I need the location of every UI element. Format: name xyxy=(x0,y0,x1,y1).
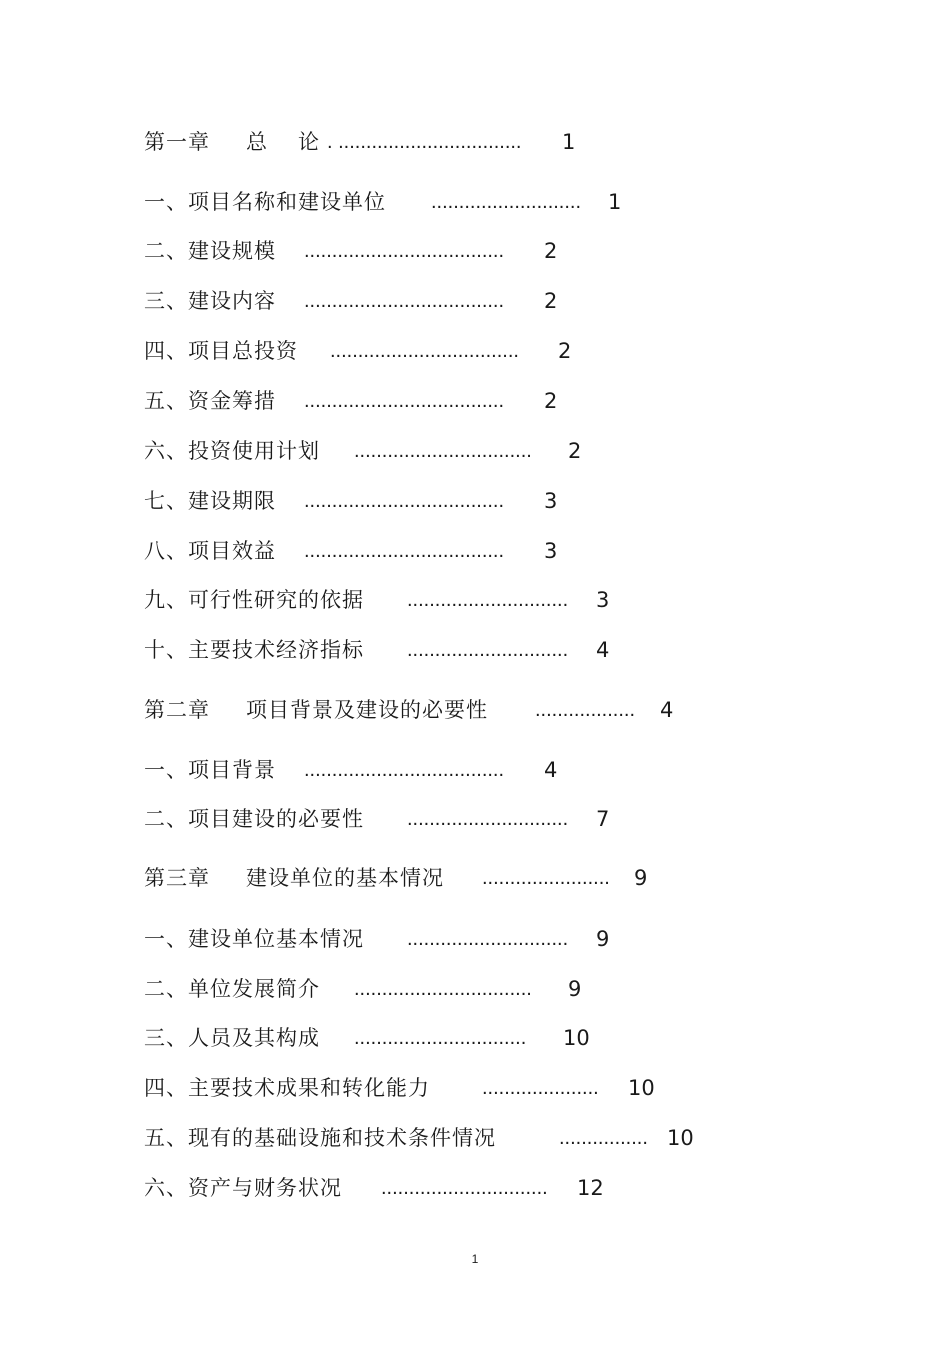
toc-entry-label: 五、资金筹措 xyxy=(144,389,276,413)
toc-leader-dots: ............................... xyxy=(354,1027,527,1049)
toc-leader-dots: ................................ xyxy=(354,440,532,462)
toc-entry-label: 十、主要技术经济指标 xyxy=(144,638,364,662)
toc-entry-page: 4 xyxy=(596,638,610,662)
toc-entry-page: 2 xyxy=(558,339,572,363)
toc-entry-label: 第三章 xyxy=(144,866,210,890)
toc-entry-page: 10 xyxy=(667,1126,694,1150)
toc-entry-page: 3 xyxy=(544,489,558,513)
toc-entry-page: 3 xyxy=(596,588,610,612)
toc-entry-page: 1 xyxy=(608,190,622,214)
toc-leader-dots: ............................. xyxy=(407,589,569,611)
toc-entry-page: 4 xyxy=(544,758,558,782)
toc-entry-page: 9 xyxy=(596,927,610,951)
toc-entry-label-part2: 总 xyxy=(246,130,268,154)
toc-leader-dots: . ................................. xyxy=(327,131,522,153)
toc-entry-label: 一、项目名称和建设单位 xyxy=(144,190,386,214)
toc-entry-label: 第一章 xyxy=(144,130,210,154)
toc-leader-dots: ............................. xyxy=(407,639,569,661)
toc-entry-page: 10 xyxy=(628,1076,655,1100)
toc-leader-dots: ................ xyxy=(559,1127,648,1149)
toc-entry-label: 一、项目背景 xyxy=(144,758,276,782)
toc-entry-label: 二、单位发展简介 xyxy=(144,977,320,1001)
toc-entry-label: 八、项目效益 xyxy=(144,539,276,563)
toc-entry-label: 六、资产与财务状况 xyxy=(144,1176,342,1200)
toc-entry-page: 2 xyxy=(544,289,558,313)
toc-entry-label-part2: 项目背景及建设的必要性 xyxy=(246,698,488,722)
toc-entry-label: 三、建设内容 xyxy=(144,289,276,313)
toc-entry-page: 2 xyxy=(544,389,558,413)
toc-leader-dots: .................................... xyxy=(304,759,505,781)
toc-leader-dots: .................. xyxy=(535,699,636,721)
toc-entry-page: 2 xyxy=(544,239,558,263)
toc-entry-label: 七、建设期限 xyxy=(144,489,276,513)
toc-entry-label: 三、人员及其构成 xyxy=(144,1026,320,1050)
toc-leader-dots: ............................. xyxy=(407,928,569,950)
toc-leader-dots: ........................... xyxy=(431,191,582,213)
toc-entry-label: 六、投资使用计划 xyxy=(144,439,320,463)
toc-entry-label: 九、可行性研究的依据 xyxy=(144,588,364,612)
toc-entry-label-part2: 建设单位的基本情况 xyxy=(246,866,444,890)
toc-leader-dots: ....................... xyxy=(482,867,610,889)
toc-entry-page: 9 xyxy=(634,866,648,890)
toc-entry-page: 10 xyxy=(563,1026,590,1050)
toc-entry-page: 2 xyxy=(568,439,582,463)
toc-entry-label: 五、现有的基础设施和技术条件情况 xyxy=(144,1126,496,1150)
toc-leader-dots: .................................. xyxy=(330,340,519,362)
toc-leader-dots: ............................. xyxy=(407,808,569,830)
toc-entry-page: 9 xyxy=(568,977,582,1001)
toc-entry-label: 一、建设单位基本情况 xyxy=(144,927,364,951)
toc-leader-dots: ................................ xyxy=(354,978,532,1000)
toc-leader-dots: .................................... xyxy=(304,240,505,262)
toc-entry-label: 二、项目建设的必要性 xyxy=(144,807,364,831)
toc-entry-page: 7 xyxy=(596,807,610,831)
toc-entry-label: 四、项目总投资 xyxy=(144,339,298,363)
page-number: 1 xyxy=(471,1252,479,1266)
toc-leader-dots: .................................... xyxy=(304,290,505,312)
toc-leader-dots: .............................. xyxy=(381,1177,548,1199)
toc-leader-dots: .................................... xyxy=(304,390,505,412)
toc-entry-page: 4 xyxy=(660,698,674,722)
toc-leader-dots: .................................... xyxy=(304,490,505,512)
toc-entry-page: 3 xyxy=(544,539,558,563)
toc-entry-page: 1 xyxy=(562,130,576,154)
toc-leader-dots: .................................... xyxy=(304,540,505,562)
toc-entry-label-part3: 论 xyxy=(298,130,320,154)
toc-entry-label: 四、主要技术成果和转化能力 xyxy=(144,1076,430,1100)
toc-entry-label: 二、建设规模 xyxy=(144,239,276,263)
toc-entry-label: 第二章 xyxy=(144,698,210,722)
toc-leader-dots: ..................... xyxy=(482,1077,599,1099)
toc-entry-page: 12 xyxy=(577,1176,604,1200)
